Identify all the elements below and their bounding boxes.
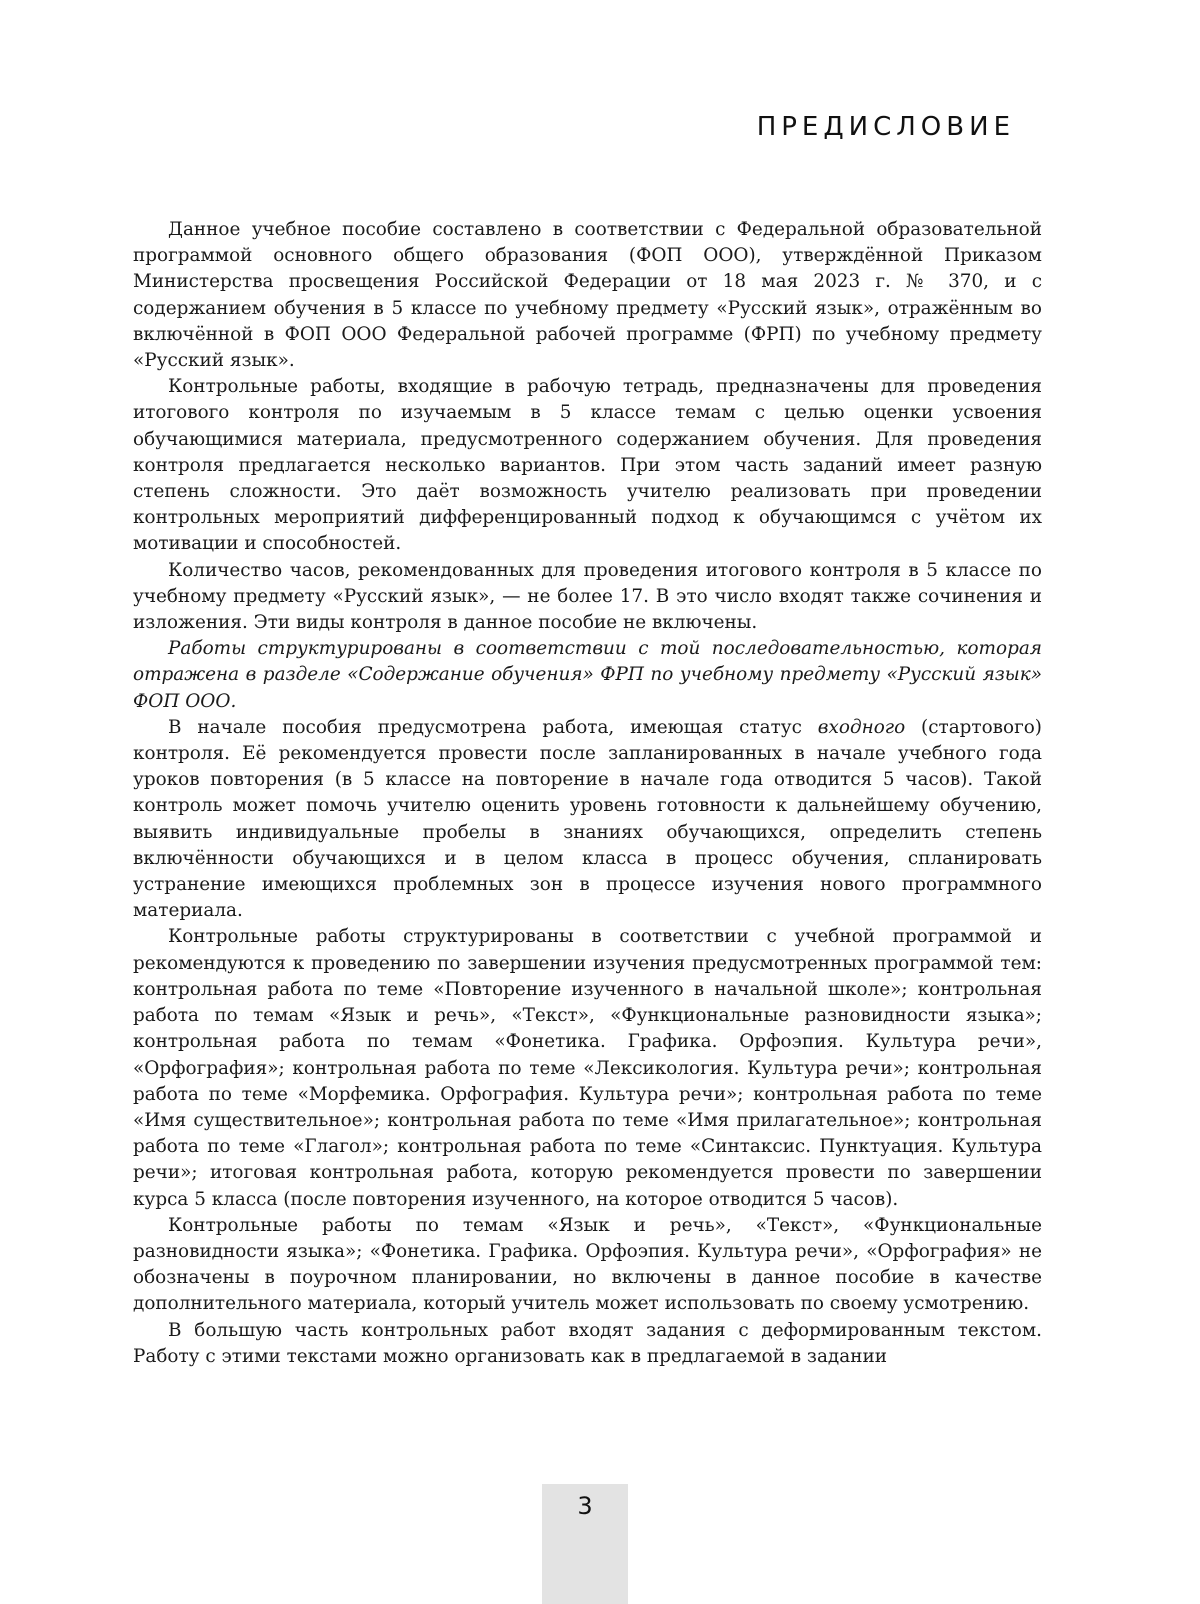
emphasis-text: входного (817, 716, 906, 738)
paragraph-text: Работы структурированы в соответствии с той последовательностью, которая отражена в разделе «Содержание обучения» ФРП по учебному предмету «Русский язык» ФОП ООО. (133, 638, 1042, 712)
paragraph-text: Контрольные работы структурированы в соответствии с учебной программой и рекомендуются к проведению по завершении изучения предусмотренных программой тем: контрольная работа по теме «Повторение изученного в начальной школе»; контрольная работа по темам «Язык и речь», «Текст», «Функциональные разновидности языка»; контрольная работа по темам «Фонетика. Графика. Орфоэпия. Культура речи», «Орфография»; контрольная работа по теме «Лексикология. Культура речи»; контрольная работа по теме «Морфемика. Орфография. Культура речи»; контрольная работа по теме «Имя существительное»; контрольная работа по теме «Имя прилагательное»; контрольная работа по теме «Глагол»; контрольная работа по теме «Синтаксис. Пунктуация. Культура речи»; итоговая контрольная работа, которую рекомендуется провести по завершении курса 5 класса (после повторения изученного, на которое отводится 5 часов). (133, 926, 1042, 1210)
page-number: 3 (542, 1484, 628, 1604)
paragraph-hours (133, 558, 1042, 637)
paragraph-text: В начале пособия предусмотрена работа, имеющая статус (168, 716, 818, 738)
paragraph-additional (133, 1213, 1042, 1318)
paragraph-text: Контрольные работы, входящие в рабочую тетрадь, предназначены для проведения итогового контроля по изучаемым в 5 классе темам с целью оценки усвоения обучающимися материала, предусмотренного содержанием обучения. Для проведения контроля предлагается несколько вариантов. При этом часть заданий имеет разную степень сложности. Это даёт возможность учителю реализовать при проведении контрольных мероприятий дифференцированный подход к обучающимся с учётом их мотивации и способностей. (133, 376, 1042, 555)
paragraph-deformed-text (133, 1318, 1042, 1370)
paragraph-topics (133, 924, 1042, 1212)
paragraph-text: Контрольные работы по темам «Язык и речь», «Текст», «Функциональные разновидности языка»; «Фонетика. Графика. Орфоэпия. Культура речи», «Орфография» не обозначены в поурочном планировании, но включены в данное пособие в качестве дополнительного материала, который учитель может использовать по своему усмотрению. (133, 1214, 1042, 1315)
paragraph-entry-control (133, 715, 1042, 925)
paragraph-text: (стартового) контроля. Её рекомендуется провести после запланированных в начале учебного года уроков повторения (в 5 классе на повторение в начале года отводится 5 часов). Такой контроль может помочь учителю оценить уровень готовности к дальнейшему обучению, выявить индивидуальные пробелы в знаниях обучающихся, определить степень включённости обучающихся и в целом класса в процесс обучения, спланировать устранение имеющихся проблемных зон в процессе изучения нового программного материала. (133, 716, 1042, 922)
page-title: ПРЕДИСЛОВИЕ (756, 112, 1015, 142)
paragraph-intro (133, 217, 1042, 374)
paragraph-purpose (133, 374, 1042, 557)
paragraph-text: Количество часов, рекомендованных для проведения итогового контроля в 5 классе по учебному предмету «Русский язык», — не более 17. В это число входят также сочинения и изложения. Эти виды контроля в данное пособие не включены. (133, 559, 1042, 634)
page-body (133, 217, 1042, 1370)
paragraph-text: В большую часть контрольных работ входят задания с деформированным текстом. Работу с этими текстами можно организовать как в предлагаемой в задании (133, 1319, 1042, 1367)
paragraph-text: Данное учебное пособие составлено в соответствии с Федеральной образовательной программой основного общего образования (ФОП ООО), утверждённой Приказом Министерства просвещения Российской Федерации от 18 мая 2023 г. № 370, и с содержанием обучения в 5 классе по учебному предмету «Русский язык», отражённым во включённой в ФОП ООО Федеральной рабочей программе (ФРП) по учебному предмету «Русский язык». (133, 219, 1042, 372)
paragraph-structure-note (133, 636, 1042, 715)
